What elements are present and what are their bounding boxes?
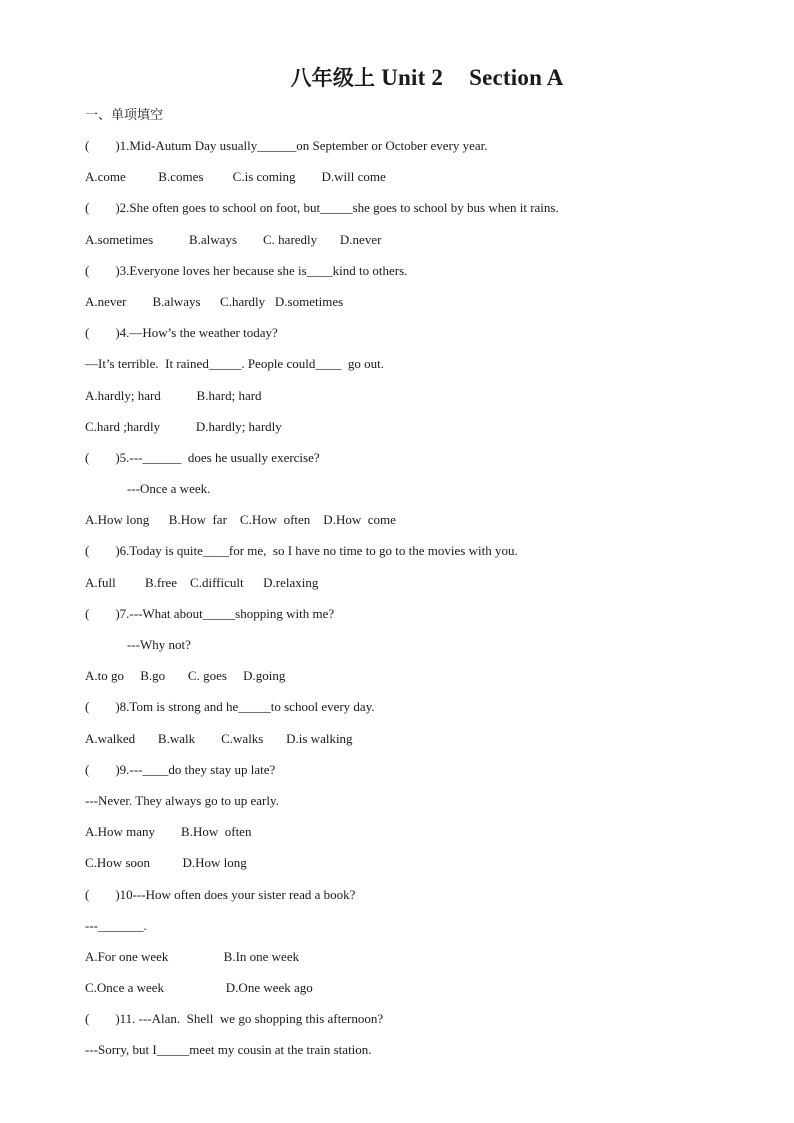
title-section: Section A [469,65,564,90]
section-heading: 一、单项填空 [85,108,164,123]
title-unit: Unit 2 [381,65,444,90]
question-line: ---Never. They always go to up early. [85,792,279,808]
question-line: ( )11. ---Alan. Shell we go shopping this afternoon? [85,1011,384,1027]
question-line: A.How many B.How often [85,824,252,840]
question-line: A.never B.always C.hardly D.sometimes [85,293,344,309]
question-line: C.How soon D.How long [85,855,247,871]
question-line: ---_______. [85,917,147,933]
question-line: ---Sorry, but I_____meet my cousin at the train station. [85,1042,372,1058]
question-line: A.For one week B.In one week [85,948,300,964]
question-line: A.to go B.go C. goes D.going [85,668,286,684]
question-line: ( )3.Everyone loves her because she is____kind to others. [85,262,408,278]
question-line: A.hardly; hard B.hard; hard [85,387,262,403]
question-line: C.Once a week D.One week ago [85,980,313,996]
question-line: ( )8.Tom is strong and he_____to school every day. [85,699,375,715]
question-line: ---Once a week. [127,481,211,497]
question-line: ( )6.Today is quite____for me, so I have no time to go to the movies with you. [85,543,518,559]
question-line: ( )5.---______ does he usually exercise? [85,449,320,465]
question-line: A.come B.comes C.is coming D.will come [85,169,386,185]
question-line: A.walked B.walk C.walks D.is walking [85,730,353,746]
question-line: ( )4.—How’s the weather today? [85,325,278,341]
question-line: ---Why not? [127,637,191,652]
question-line: ( )1.Mid-Autum Day usually______on September or October every year. [85,138,488,153]
question-line: ( )2.She often goes to school on foot, but_____she goes to school by bus when it rains. [85,200,559,216]
question-line: ( )9.---____do they stay up late? [85,761,276,777]
question-line: ( )7.---What about_____shopping with me? [85,605,335,621]
question-line: C.hard ;hardly D.hardly; hardly [85,418,282,434]
question-line: A.full B.free C.difficult D.relaxing [85,574,319,590]
question-line: A.How long B.How far C.How often D.How come [85,512,396,528]
question-line: A.sometimes B.always C. haredly D.never [85,231,382,247]
question-line: —It’s terrible. It rained_____. People could____ go out. [85,356,384,372]
page-title [0,62,794,92]
question-line: ( )10---How often does your sister read a book? [85,886,356,902]
question-list [85,136,765,1072]
title-grade: 八年级上 [290,66,376,90]
